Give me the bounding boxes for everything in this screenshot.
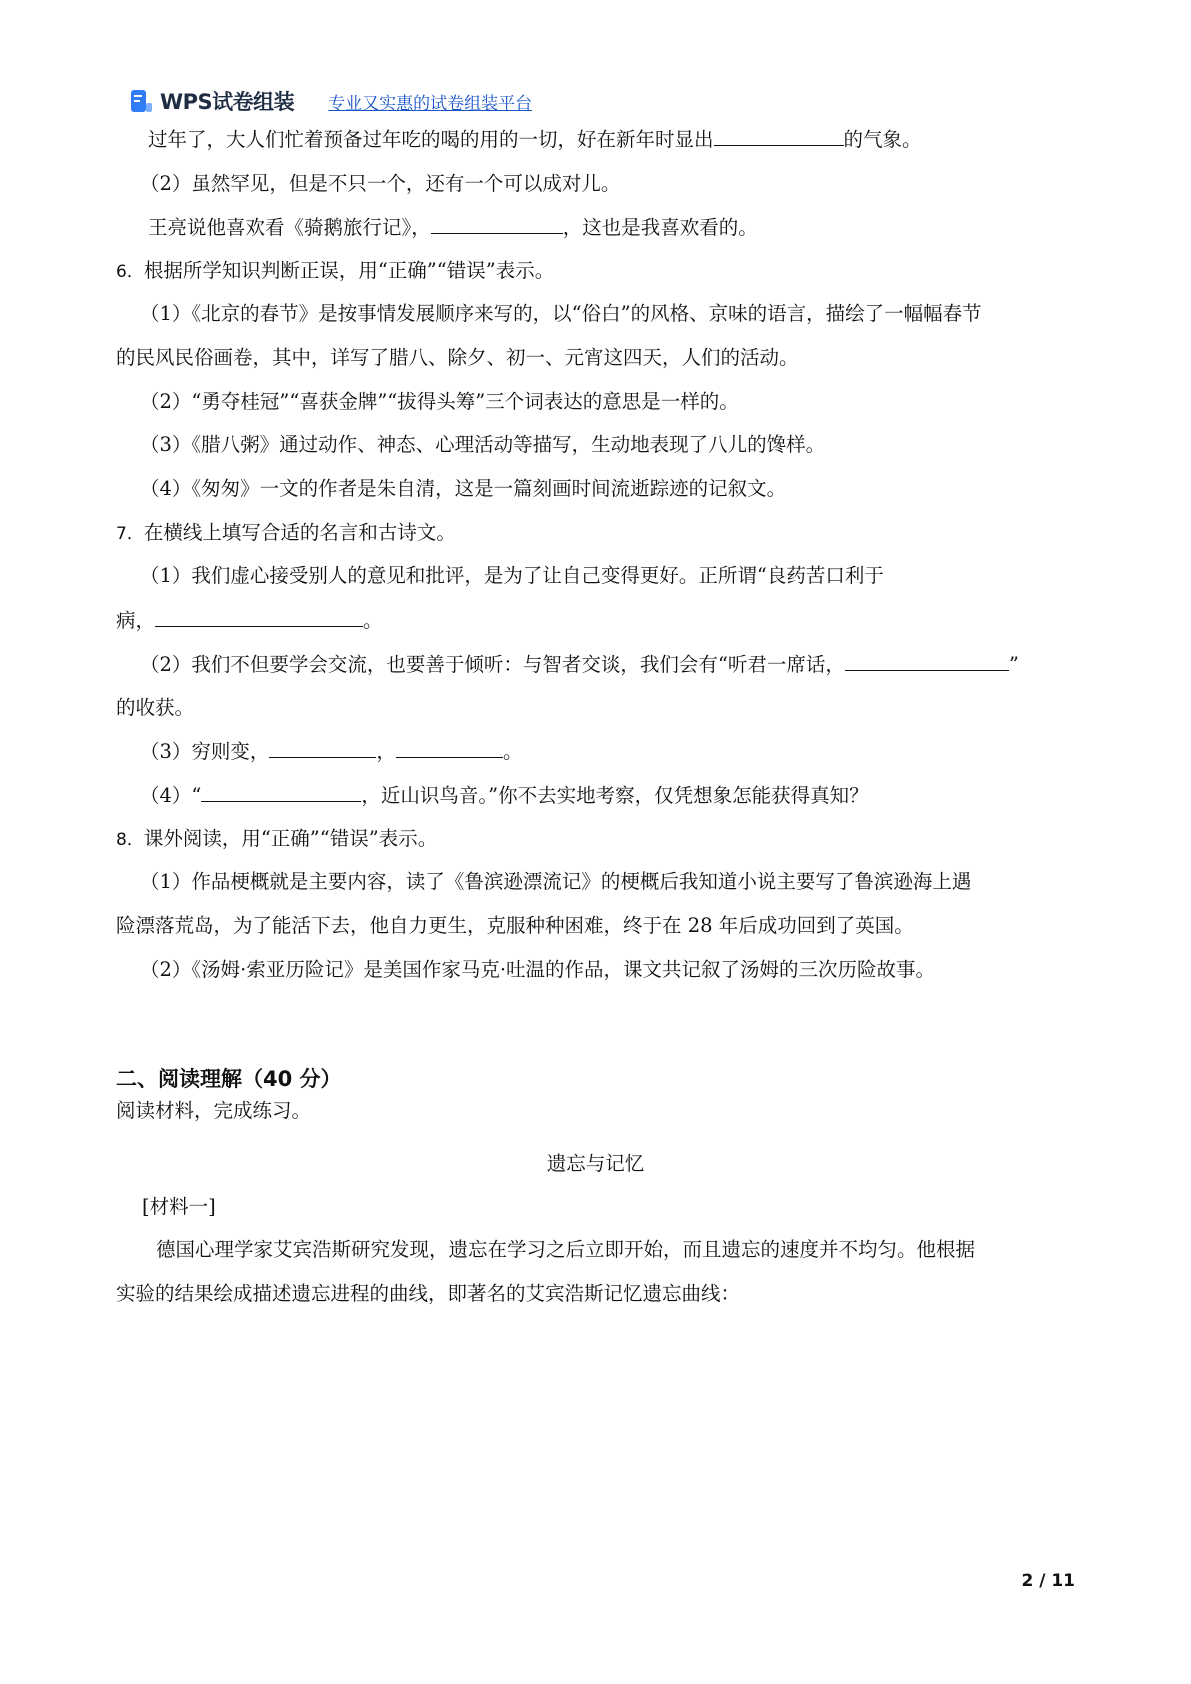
q7-text-a: （3）穷则变， (140, 740, 270, 763)
q7-stem (116, 519, 456, 548)
q5-item-2: （2）虽然罕见，但是不只一个，还有一个可以成对儿。 (140, 172, 621, 195)
q7-item-2a (140, 650, 1019, 679)
answer-blank[interactable] (431, 213, 563, 234)
q6-item-3: （3）《腊八粥》通过动作、神态、心理活动等描写，生动地表现了八儿的馋样。 (140, 433, 826, 456)
question-stem: 根据所学知识判断正误，用“正确”“错误”表示。 (143, 259, 555, 282)
answer-blank[interactable] (269, 737, 376, 758)
q5-line-1 (148, 125, 922, 154)
question-number: 8． (116, 830, 144, 850)
answer-blank[interactable] (714, 125, 844, 146)
q6-stem (116, 257, 554, 286)
q7-item-3 (140, 737, 522, 766)
passage-paragraph-1b: 实验的结果绘成描述遗忘进程的曲线，即著名的艾宾浩斯记忆遗忘曲线： (116, 1282, 741, 1305)
section-intro: 阅读材料，完成练习。 (116, 1099, 312, 1122)
passage-paragraph-1a: 德国心理学家艾宾浩斯研究发现，遗忘在学习之后立即开始，而且遗忘的速度并不均匀。他根据 (156, 1238, 976, 1261)
q6-item-2: （2）“勇夺桂冠”“喜获金牌”“拔得头筹”三个词表达的意思是一样的。 (140, 390, 739, 413)
q7-text-b: ，近山识鸟音。”你不去实地考察，仅凭想象怎能获得真知？ (361, 784, 869, 807)
section-heading: 二、阅读理解（40 分） (116, 1067, 342, 1091)
material-label: [材料一] (142, 1195, 216, 1218)
q5-text-a: 王亮说他喜欢看《骑鹅旅行记》， (148, 216, 431, 239)
q8-item-2: （2）《汤姆·索亚历险记》是美国作家马克·吐温的作品，课文共记叙了汤姆的三次历险故事。 (140, 958, 936, 981)
answer-blank[interactable] (201, 781, 361, 802)
q5-line-3 (148, 213, 758, 242)
q7-text-c: 。 (502, 740, 523, 763)
q6-item-4: （4）《匆匆》一文的作者是朱自清，这是一篇刻画时间流逝踪迹的记叙文。 (140, 477, 787, 500)
q5-text-a: 过年了，大人们忙着预备过年吃的喝的用的一切，好在新年时显出 (148, 128, 714, 151)
q7-text-a: （2）我们不但要学会交流，也要善于倾听：与智者交谈，我们会有“听君一席话， (140, 653, 845, 676)
q5-text-b: ，这也是我喜欢看的。 (562, 216, 758, 239)
q7-item-1b (116, 606, 383, 635)
answer-blank[interactable] (155, 606, 363, 627)
q7-item-1a: （1）我们虚心接受别人的意见和批评，是为了让自己变得更好。正所谓“良药苦口利于 (140, 564, 884, 587)
q7-text-b: ， (376, 740, 396, 763)
page-header (130, 86, 532, 116)
page-number: 2 / 11 (1021, 1571, 1075, 1591)
question-stem: 在横线上填写合适的名言和古诗文。 (143, 521, 456, 544)
passage-title: 遗忘与记忆 (546, 1152, 645, 1175)
q7-text-b: 。 (363, 609, 383, 632)
q7-item-2b: 的收获。 (116, 696, 195, 719)
question-stem: 课外阅读，用“正确”“错误”表示。 (143, 827, 438, 850)
brand-name: WPS试卷组装 (160, 90, 295, 114)
q7-text-a: 病， (116, 609, 156, 632)
q7-text-a: （4）“ (140, 784, 202, 807)
question-number: 7． (116, 524, 144, 544)
slogan-link[interactable]: 专业又实惠的试卷组装平台 (328, 93, 533, 114)
answer-blank[interactable] (396, 737, 503, 758)
q8-item-1a: （1）作品梗概就是主要内容，读了《鲁滨逊漂流记》的梗概后我知道小说主要写了鲁滨逊海上遇 (140, 870, 972, 893)
q7-item-4 (140, 781, 869, 810)
q5-text-b: 的气象。 (843, 128, 922, 151)
question-number: 6． (116, 262, 144, 282)
answer-blank[interactable] (845, 650, 1009, 671)
q8-item-1b: 险漂落荒岛，为了能活下去，他自力更生，克服种种困难，终于在 28 年后成功回到了英国。 (116, 914, 914, 937)
q8-stem (116, 825, 437, 854)
q6-item-1a: （1）《北京的春节》是按事情发展顺序来写的，以“俗白”的风格、京味的语言，描绘了一幅幅春节 (140, 302, 982, 325)
q6-item-1b: 的民风民俗画卷，其中，详写了腊八、除夕、初一、元宵这四天，人们的活动。 (116, 346, 799, 369)
wps-exam-logo-icon (130, 89, 154, 113)
q7-text-b: ” (1008, 653, 1019, 676)
